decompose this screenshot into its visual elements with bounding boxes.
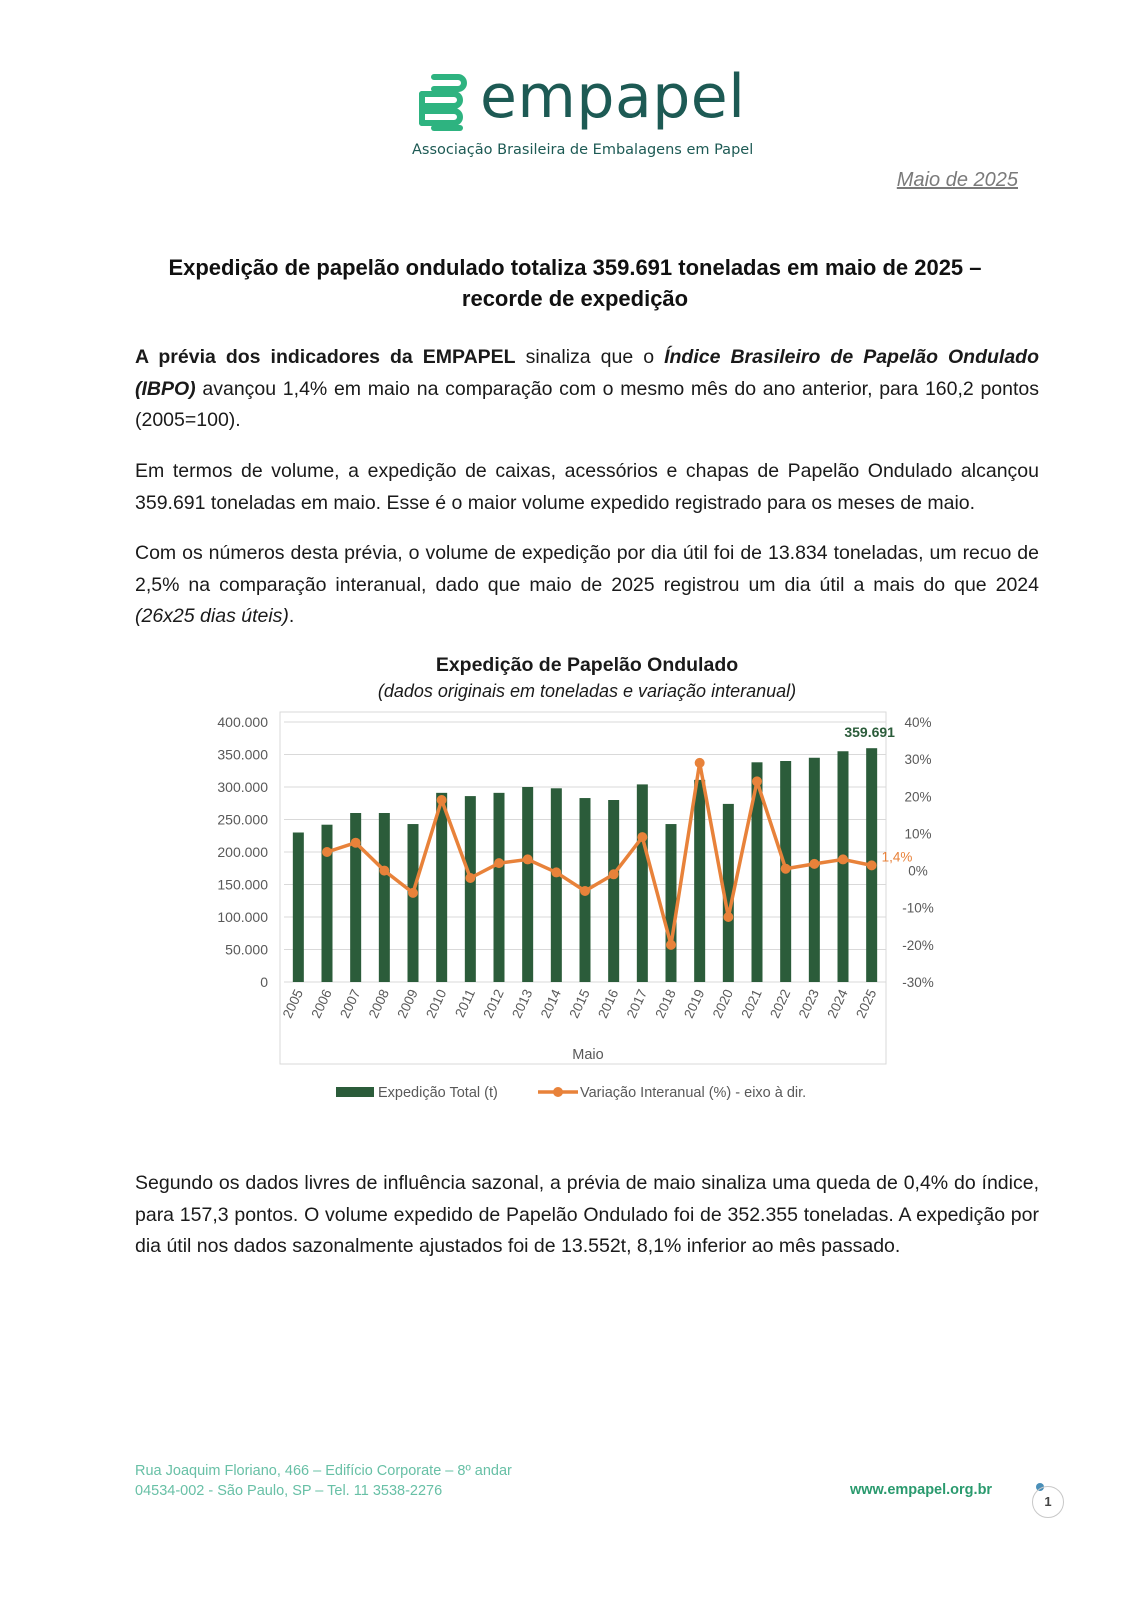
plot-frame <box>280 712 886 1064</box>
point-variacao-2010 <box>437 795 447 805</box>
point-variacao-2021 <box>752 776 762 786</box>
page-number: 1 <box>1032 1486 1064 1518</box>
x-tick-label: 2021 <box>738 986 765 1021</box>
bar-expedicao-2005 <box>293 833 304 983</box>
point-variacao-2013 <box>523 854 533 864</box>
bar-expedicao-2016 <box>608 800 619 982</box>
y-left-tick-label: 150.000 <box>217 876 268 893</box>
empapel-logo <box>412 62 754 164</box>
bar-expedicao-2007 <box>350 813 361 982</box>
y-left-tick-label: 50.000 <box>225 941 268 958</box>
paragraph-1-bold: A prévia dos indicadores da EMPAPEL <box>135 346 516 368</box>
publication-date: Maio de 2025 <box>896 169 1018 191</box>
point-variacao-2016 <box>609 869 619 879</box>
y-left-tick-label: 300.000 <box>217 779 268 795</box>
y-left-tick-label: 200.000 <box>217 844 268 860</box>
stacked-paper-logo-icon <box>414 72 468 138</box>
y-left-tick-label: 400.000 <box>217 714 268 730</box>
bar-expedicao-2018 <box>666 824 677 982</box>
footer-address <box>135 1461 512 1501</box>
x-tick-label: 2015 <box>566 986 593 1021</box>
x-tick-label: 2010 <box>423 986 450 1021</box>
point-variacao-2025 <box>867 860 877 870</box>
paragraph-3-end: . <box>288 605 295 627</box>
last-bar-data-label: 359.691 <box>844 724 895 741</box>
point-variacao-2019 <box>695 758 705 768</box>
x-tick-label: 2009 <box>394 986 421 1021</box>
logo-tagline: Associação Brasileira de Embalagens em Papel <box>412 142 754 158</box>
paragraph-3-italic: (26x25 dias úteis) <box>135 605 289 627</box>
paragraph-1-index-name: Índice Brasileiro de Papelão Ondulado (IBPO) <box>135 346 1039 400</box>
x-tick-label: 2007 <box>337 986 364 1021</box>
y-right-tick-label: -30% <box>902 975 934 990</box>
footer-address-line-2: 04534-002 - São Paulo, SP – Tel. 11 3538-2276 <box>135 1483 443 1499</box>
x-axis-title: Maio <box>572 1047 604 1063</box>
y-right-tick-label: -20% <box>902 937 934 953</box>
bar-expedicao-2015 <box>580 798 591 982</box>
x-tick-label: 2024 <box>824 986 851 1021</box>
point-variacao-2014 <box>551 867 561 877</box>
point-variacao-2007 <box>351 838 361 848</box>
x-tick-label: 2005 <box>279 986 307 1021</box>
x-tick-label: 2013 <box>509 986 536 1021</box>
y-left-tick-label: 100.000 <box>217 909 268 925</box>
point-variacao-2018 <box>666 940 676 950</box>
x-tick-label: 2019 <box>681 986 708 1021</box>
logo-wordmark: empapel <box>480 62 746 132</box>
paragraph-1-text-b: avançou 1,4% em maio na comparação com o mesmo mês do ano anterior, para 160,2 pontos (2005=100). <box>135 377 1039 431</box>
y-right-tick-label: 0% <box>908 863 928 879</box>
bar-expedicao-2014 <box>551 788 562 982</box>
last-point-data-label: 1,4% <box>881 849 913 865</box>
paragraph-2: Em termos de volume, a expedição de caixas, acessórios e chapas de Papelão Ondulado alcançou 359.691 toneladas em maio. Esse é o maior volume expedido registrado para os meses de maio. <box>135 460 1039 514</box>
bar-expedicao-2012 <box>494 793 505 982</box>
legend-line-marker <box>553 1087 563 1097</box>
x-tick-label: 2023 <box>795 986 823 1021</box>
y-right-tick-label: 40% <box>904 715 932 730</box>
legend-line-label: Variação Interanual (%) - eixo à dir. <box>580 1085 807 1101</box>
x-tick-label: 2016 <box>595 986 622 1021</box>
point-variacao-2022 <box>781 864 791 874</box>
y-right-tick-label: -10% <box>902 900 934 916</box>
bar-expedicao-2025 <box>866 748 877 982</box>
headline-line-1: Expedição de papelão ondulado totaliza 359.691 toneladas em maio de 2025 – <box>168 255 982 280</box>
legend-bar-swatch <box>336 1087 374 1097</box>
point-variacao-2015 <box>580 886 590 896</box>
x-tick-label: 2011 <box>452 986 479 1020</box>
headline <box>130 252 1020 314</box>
y-left-tick-label: 350.000 <box>217 746 268 763</box>
bar-expedicao-2006 <box>322 825 333 982</box>
bar-expedicao-2020 <box>723 804 734 982</box>
point-variacao-2020 <box>723 912 733 922</box>
point-variacao-2017 <box>637 832 647 842</box>
headline-line-2: recorde de expedição <box>461 286 689 311</box>
bar-expedicao-2011 <box>465 796 476 982</box>
x-tick-label: 2017 <box>623 986 651 1021</box>
x-tick-label: 2006 <box>308 986 335 1021</box>
bar-expedicao-2021 <box>752 762 763 982</box>
legend-bar-label: Expedição Total (t) <box>378 1085 498 1101</box>
x-tick-label: 2012 <box>480 986 507 1021</box>
x-tick-label: 2014 <box>537 986 565 1021</box>
point-variacao-2023 <box>809 859 819 869</box>
bar-expedicao-2017 <box>637 784 648 982</box>
bar-expedicao-2024 <box>838 751 849 982</box>
y-right-tick-label: 20% <box>904 789 932 805</box>
y-right-tick-label: 10% <box>904 826 932 842</box>
point-variacao-2012 <box>494 858 504 868</box>
paragraph-4: Segundo os dados livres de influência sazonal, a prévia de maio sinaliza uma queda de 0,4% do índice, para 157,3 pontos. O volume expedido de Papelão Ondulado foi de 352.355 toneladas. A expedição por dia útil nos dados sazonalmente ajustados foi de 13.552t, 8,1% inferior ao mês passado. <box>135 1172 1039 1257</box>
point-variacao-2006 <box>322 847 332 857</box>
y-left-tick-label: 0 <box>260 974 268 990</box>
bar-expedicao-2010 <box>436 793 447 982</box>
y-right-tick-label: 30% <box>904 752 932 768</box>
point-variacao-2024 <box>838 854 848 864</box>
point-variacao-2009 <box>408 888 418 898</box>
x-tick-label: 2022 <box>767 986 794 1021</box>
paragraph-3-text: Com os números desta prévia, o volume de expedição por dia útil foi de 13.834 toneladas, um recuo de 2,5% na comparação interanual, dado que maio de 2025 registrou um dia útil a mais do que 2024 <box>135 542 1039 596</box>
paragraph-1-text-a: sinaliza que o <box>515 346 665 368</box>
bar-expedicao-2023 <box>809 758 820 982</box>
point-variacao-2008 <box>379 866 389 876</box>
paragraph-1 <box>135 342 1039 437</box>
chart-title: Expedição de Papelão Ondulado <box>435 654 739 676</box>
bar-expedicao-2013 <box>522 787 533 982</box>
bar-expedicao-2008 <box>379 813 390 982</box>
x-tick-label: 2018 <box>652 986 679 1021</box>
bar-expedicao-2019 <box>694 780 705 982</box>
footer-website-link[interactable]: www.empapel.org.br <box>850 1482 993 1498</box>
footer-address-line-1: Rua Joaquim Floriano, 466 – Edifício Corporate – 8º andar <box>135 1463 512 1479</box>
chart-subtitle: (dados originais em toneladas e variação interanual) <box>377 681 797 701</box>
paragraph-3 <box>135 538 1039 633</box>
bar-expedicao-2022 <box>780 761 791 982</box>
y-left-tick-label: 250.000 <box>217 811 268 828</box>
point-variacao-2011 <box>465 873 475 883</box>
bar-expedicao-2009 <box>408 824 419 982</box>
line-variacao-interanual <box>327 763 872 945</box>
x-tick-label: 2008 <box>365 986 393 1021</box>
x-tick-label: 2020 <box>709 986 737 1021</box>
x-tick-label: 2025 <box>853 986 880 1021</box>
